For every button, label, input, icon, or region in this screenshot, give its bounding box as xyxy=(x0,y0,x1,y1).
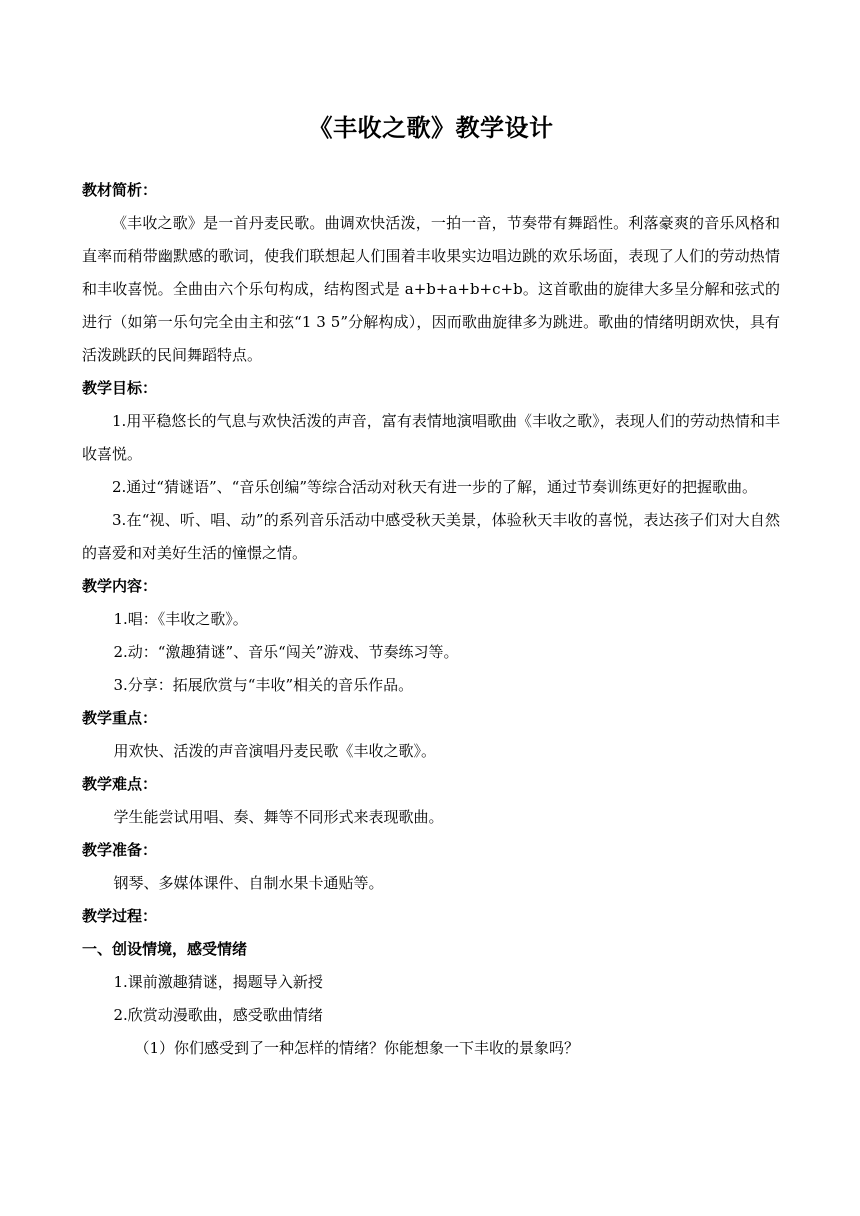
difficulties-text: 学生能尝试用唱、奏、舞等不同形式来表现歌曲。 xyxy=(113,808,444,826)
section-process xyxy=(82,900,780,1065)
section-key-points xyxy=(82,702,780,768)
heading-content: 教学内容： xyxy=(82,577,158,595)
heading-preparation: 教学准备： xyxy=(82,841,158,859)
content-item: 1.唱：《丰收之歌》。 xyxy=(113,610,248,628)
content-item: 2.动：“激趣猜谜”、音乐“闯关”游戏、节奏练习等。 xyxy=(113,643,459,661)
section-content xyxy=(82,570,780,702)
section-materials xyxy=(82,174,780,372)
goal-item: 1.用平稳悠长的气息与欢快活泼的声音，富有表情地演唱歌曲《丰收之歌》，表现人们的劳动热情和丰收喜悦。 xyxy=(82,412,780,463)
process-step: 2.欣赏动漫歌曲，感受歌曲情绪 xyxy=(113,1006,323,1024)
key-points-text: 用欢快、活泼的声音演唱丹麦民歌《丰收之歌》。 xyxy=(113,742,437,760)
content-item: 3.分享：拓展欣赏与“丰收”相关的音乐作品。 xyxy=(113,676,414,694)
document-title: 《丰收之歌》教学设计 xyxy=(308,114,554,142)
section-preparation xyxy=(82,834,780,900)
goal-item: 3.在“视、听、唱、动”的系列音乐活动中感受秋天美景，体验秋天丰收的喜悦，表达孩子们对大自然的喜爱和对美好生活的憧憬之情。 xyxy=(82,511,780,562)
materials-paragraph: 《丰收之歌》是一首丹麦民歌。曲调欢快活泼，一拍一音，节奏带有舞蹈性。利落豪爽的音乐风格和直率而稍带幽默感的歌词，使我们联想起人们围着丰收果实边唱边跳的欢乐场面，表现了人们的劳动热情和丰收喜悦。全曲由六个乐句构成，结构图式是 a+b+a+b+c+b。这首歌曲的旋律大多呈分解和弦式的进行（如第一乐句完全由主和弦“1 3 5”分解构成），因而歌曲旋律多为跳进。歌曲的情绪明朗欢快，具有活泼跳跃的民间舞蹈特点。 xyxy=(82,214,780,364)
section-difficulties xyxy=(82,768,780,834)
heading-key-points: 教学重点： xyxy=(82,709,158,727)
process-step: 1.课前激趣猜谜，揭题导入新授 xyxy=(113,973,323,991)
section-goals xyxy=(82,372,780,570)
heading-process: 教学过程： xyxy=(82,907,158,925)
heading-materials: 教材简析： xyxy=(82,181,158,199)
goal-item: 2.通过“猜谜语”、“音乐创编”等综合活动对秋天有进一步的了解，通过节奏训练更好的把握歌曲。 xyxy=(112,478,757,496)
heading-goals: 教学目标： xyxy=(82,379,158,397)
process-question: （1）你们感受到了一种怎样的情绪？你能想象一下丰收的景象吗？ xyxy=(134,1039,580,1057)
preparation-text: 钢琴、多媒体课件、自制水果卡通贴等。 xyxy=(113,874,384,892)
process-part1-heading: 一、创设情境，感受情绪 xyxy=(82,940,248,958)
heading-difficulties: 教学难点： xyxy=(82,775,158,793)
